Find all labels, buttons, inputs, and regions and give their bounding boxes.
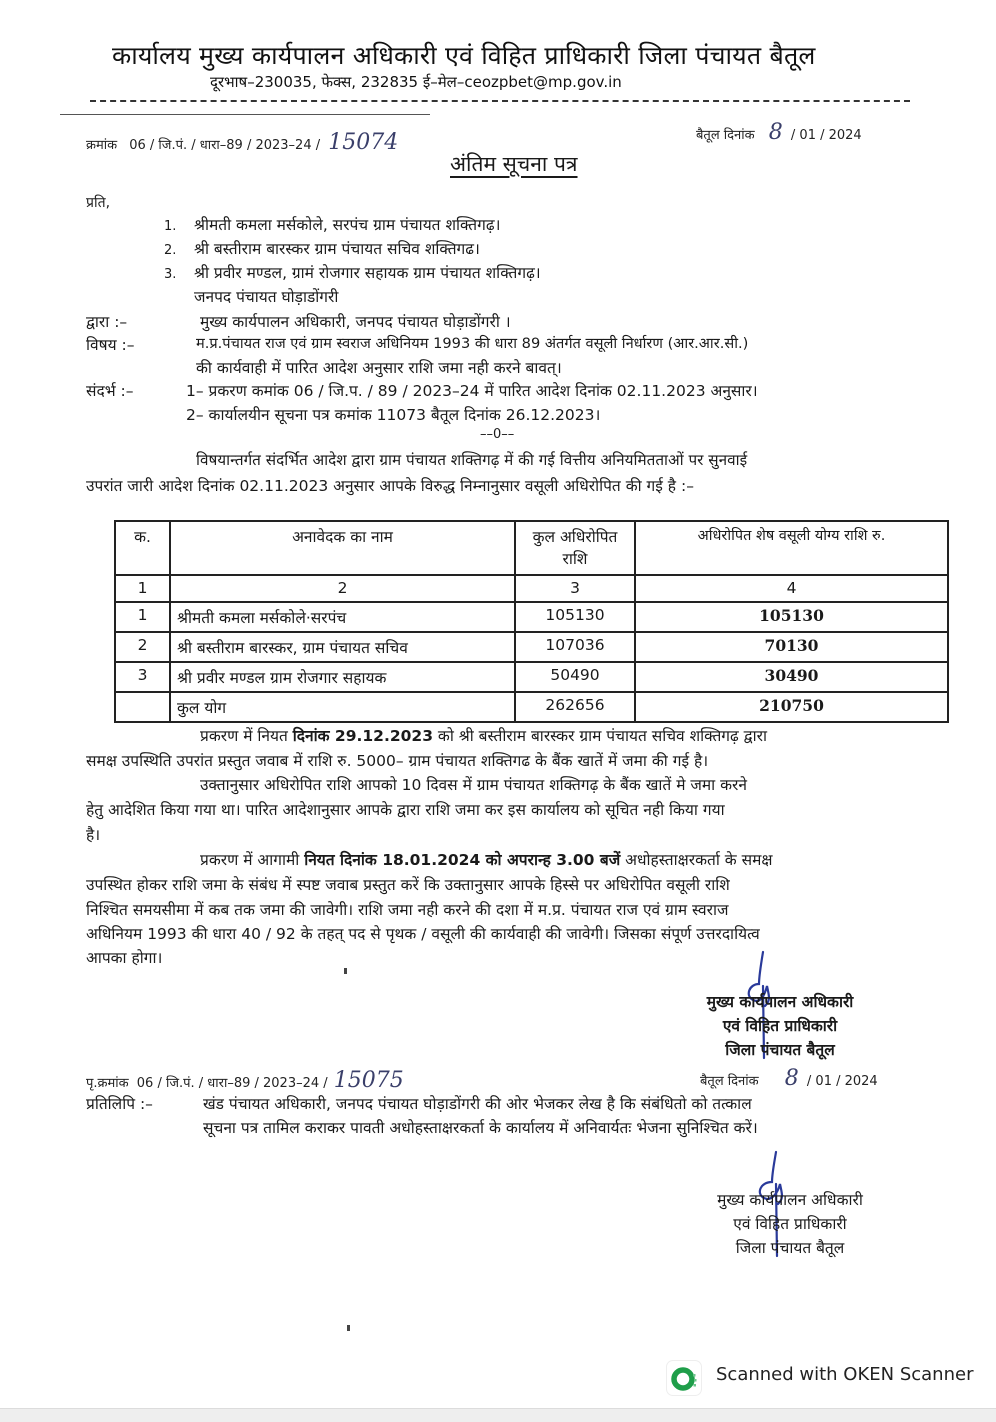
signatory-office: जिला पंचायत बैतूल: [725, 1041, 835, 1059]
recipient-text: श्री बस्तीराम बारस्कर ग्राम पंचायत सचिव शक्तिगढ।: [194, 240, 480, 258]
notice-title: अंतिम सूचना पत्र: [450, 152, 578, 176]
para4-text: अधोहस्ताक्षरकर्ता के समक्ष: [620, 851, 773, 869]
reference-date-label: बैतूल दिनांक: [696, 128, 755, 143]
table-column-number-row: [115, 575, 948, 602]
signatory-designation: मुख्य कार्यपालन अधिकारी: [706, 993, 854, 1011]
para4-bold-hearing: नियत दिनांक 18.01.2024 को अपरान्ह 3.00 बजें: [304, 851, 621, 869]
total-balance: 210750: [635, 692, 948, 722]
header-divider-short: [60, 114, 430, 115]
copy-reference-date: [700, 1066, 878, 1091]
subject-line-2: की कार्यवाही में पारित आदेश अनुसार राशि जमा नही करने बावत्।: [196, 359, 562, 377]
header-divider: [90, 100, 910, 102]
row-balance: 70130: [635, 632, 948, 662]
row-balance: 105130: [635, 602, 948, 632]
para3-line-2: हेतु आदेशित किया गया था। पारित आदेशानुसार आपके द्वारा राशि जमा कर इस कार्यालय को सूचित नही किया गया: [86, 801, 725, 819]
scanner-watermark: [666, 1358, 996, 1398]
column-number: 3: [515, 575, 635, 602]
row-name: श्री प्रवीर मण्डल ग्राम रोजगार सहायक: [170, 662, 515, 692]
table-row: [115, 662, 948, 692]
row-total: 105130: [515, 602, 635, 632]
header-name: अनावेदक का नाम: [170, 521, 515, 575]
reference-number: [86, 130, 398, 155]
recipient-number: 1.: [164, 219, 177, 234]
row-sno: 2: [115, 632, 170, 662]
reference-line-1: 1– प्रकरण कमांक 06 / जि.प. / 89 / 2023–24 में पारित आदेश दिनांक 02.11.2023 अनुसार।: [186, 382, 758, 400]
subject-label: विषय :–: [86, 336, 135, 354]
via-text: मुख्य कार्यपालन अधिकारी, जनपद पंचायत घोड़ाडोंगरी ।: [200, 313, 511, 331]
table-total-row: [115, 692, 948, 722]
row-sno: 1: [115, 602, 170, 632]
table-row: [115, 602, 948, 632]
reference-number-printed: 06 / जि.पं. / धारा–89 / 2023–24 /: [129, 138, 321, 153]
para4-line-3: निश्चित समयसीमा में कब तक जमा की जावेगी। राशि जमा नही करने की दशा में म.प्र. पंचायत राज एवं ग्राम स्वराज: [86, 901, 729, 919]
para2-text: प्रकरण में नियत: [200, 727, 293, 745]
para3-line-3: है।: [86, 826, 101, 844]
reference-date-rest: / 01 / 2024: [790, 128, 862, 143]
para4-line-5: आपका होगा।: [86, 949, 163, 967]
recipient-number: 3.: [164, 267, 177, 282]
column-number: 4: [635, 575, 948, 602]
contact-line: दूरभाष–230035, फेक्स, 232835 ई–मेल–ceozpbet@mp.gov.in: [210, 73, 622, 91]
recipients-label: प्रति,: [86, 195, 111, 211]
references-label: संदर्भ :–: [86, 382, 134, 400]
scanner-watermark-text: Scanned with OKEN Scanner: [716, 1364, 974, 1385]
header-balance: अधिरोपित शेष वसूली योग्य राशि रु.: [635, 521, 948, 575]
copy-date-rest: / 01 / 2024: [806, 1074, 878, 1089]
via-label: द्वारा :–: [86, 313, 128, 331]
para4-line-2: उपस्थित होकर राशि जमा के संबंध में स्पष्ट जवाब प्रस्तुत करें कि उक्तानुसार आपके हिस्से पर अधिरोपित वसूली राशि: [86, 876, 730, 894]
recovery-table: [114, 520, 949, 723]
table-row: [115, 632, 948, 662]
row-total: 50490: [515, 662, 635, 692]
para3-line-1: उक्तानुसार अधिरोपित राशि आपको 10 दिवस में ग्राम पंचायत शक्तिगढ़ के बैंक खातें मे जमा करने: [200, 776, 747, 794]
separator: ––0––: [480, 427, 515, 442]
recipient-janpad: जनपद पंचायत घोड़ाडोंगरी: [194, 288, 339, 306]
recipient-item: [164, 237, 480, 259]
row-name: श्री बस्तीराम बारस्कर, ग्राम पंचायत सचिव: [170, 632, 515, 662]
copy-to-line-1: खंड पंचायत अधिकारी, जनपद पंचायत घोड़ाडोंगरी की ओर भेजकर लेख है कि संबंधितो को तत्काल: [203, 1095, 752, 1113]
recipient-item: [164, 213, 500, 235]
para4-line-4: अधिनियम 1993 की धारा 40 / 92 के तहत् पद से पृथक / वसूली की कार्यवाही की जावेगी। जिसका संपूर्ण उत्तरदायित्व: [86, 925, 760, 943]
total-amount: 262656: [515, 692, 635, 722]
recipient-number: 2.: [164, 243, 177, 258]
para4-line-1: [200, 848, 772, 870]
oken-scanner-logo-icon: [666, 1360, 702, 1396]
recipient-text: श्री प्रवीर मण्डल, ग्रामं रोजगार सहायक ग्राम पंचायत शक्तिगढ़।: [194, 264, 541, 282]
row-sno: 3: [115, 662, 170, 692]
copy-reference-number: [86, 1068, 404, 1093]
signatory-block: [690, 1188, 890, 1260]
para2-bold-date: दिनांक 29.12.2023: [292, 727, 433, 745]
table-header-row: [115, 521, 948, 575]
signatory-block: [680, 990, 880, 1062]
copy-number-printed: 06 / जि.पं. / धारा–89 / 2023–24 /: [136, 1076, 328, 1091]
copy-number-label: पृ.क्रमांक: [86, 1076, 129, 1091]
office-title: कार्यालय मुख्य कार्यपालन अधिकारी एवं विहित प्राधिकारी जिला पंचायत बैतूल: [112, 41, 816, 70]
row-name: श्रीमती कमला मर्सकोले·सरपंच: [170, 602, 515, 632]
bottom-bar: [0, 1408, 996, 1422]
scan-speck: [344, 968, 347, 974]
para4-text: प्रकरण में आगामी: [200, 851, 305, 869]
reference-number-label: क्रमांक: [86, 138, 118, 153]
column-number: 2: [170, 575, 515, 602]
reference-date: [696, 120, 862, 145]
para2-text: को श्री बस्तीराम बारस्कर ग्राम पंचायत सचिव शक्तिगढ़ द्वारा: [432, 727, 767, 745]
copy-date-day: 8: [784, 1066, 799, 1091]
para2-line-2: समक्ष उपस्थिति उपरांत प्रस्तुत जवाब में राशि रु. 5000– ग्राम पंचायत शक्तिगढ के बैंक खातें में जमा की गई है।: [86, 752, 709, 770]
row-balance: 30490: [635, 662, 948, 692]
recipient-item: [164, 261, 541, 283]
copy-to-line-2: सूचना पत्र तामिल कराकर पावती अधोहस्ताक्षरकर्ता के कार्यालय में अनिवार्यतः भेजना सुनिश्चित करें।: [203, 1119, 758, 1137]
para2-line-1: [200, 724, 767, 746]
subject-line-1: म.प्र.पंचायत राज एवं ग्राम स्वराज अधिनियम 1993 की धारा 89 अंतर्गत वसूली निर्धारण (आर.आर.सी.): [196, 335, 749, 352]
reference-number-handwritten: 15074: [328, 130, 399, 155]
signatory-authority: एवं विहित प्राधिकारी: [733, 1215, 847, 1233]
copy-date-label: बैतूल दिनांक: [700, 1074, 759, 1089]
recipient-text: श्रीमती कमला मर्सकोले, सरपंच ग्राम पंचायत शक्तिगढ़।: [194, 216, 501, 234]
signatory-authority: एवं विहित प्राधिकारी: [722, 1017, 838, 1035]
intro-line-1: विषयान्तर्गत संदर्भित आदेश द्वारा ग्राम पंचायत शक्तिगढ़ में की गई वित्तीय अनियमितताओं पर सुनवाई: [196, 451, 748, 469]
total-label: कुल योग: [170, 692, 515, 722]
reference-line-2: 2– कार्यालयीन सूचना पत्र कमांक 11073 बैतूल दिनांक 26.12.2023।: [186, 406, 601, 424]
signatory-office: जिला पंचायत बैतूल: [735, 1239, 845, 1257]
scan-speck: [347, 1325, 350, 1331]
header-sno: क.: [115, 521, 170, 575]
column-number: 1: [115, 575, 170, 602]
intro-line-2: उपरांत जारी आदेश दिनांक 02.11.2023 अनुसार आपके विरुद्ध निम्नानुसार वसूली अधिरोपित की गई है :–: [86, 477, 694, 495]
signatory-designation: मुख्य कार्यपालन अधिकारी: [717, 1191, 863, 1209]
header-total: कुल अधिरोपित राशि: [515, 521, 635, 575]
total-sno-empty: [115, 692, 170, 722]
reference-date-day: 8: [768, 120, 783, 145]
row-total: 107036: [515, 632, 635, 662]
copy-to-label: प्रतिलिपि :–: [86, 1095, 153, 1113]
copy-number-handwritten: 15075: [333, 1068, 404, 1093]
